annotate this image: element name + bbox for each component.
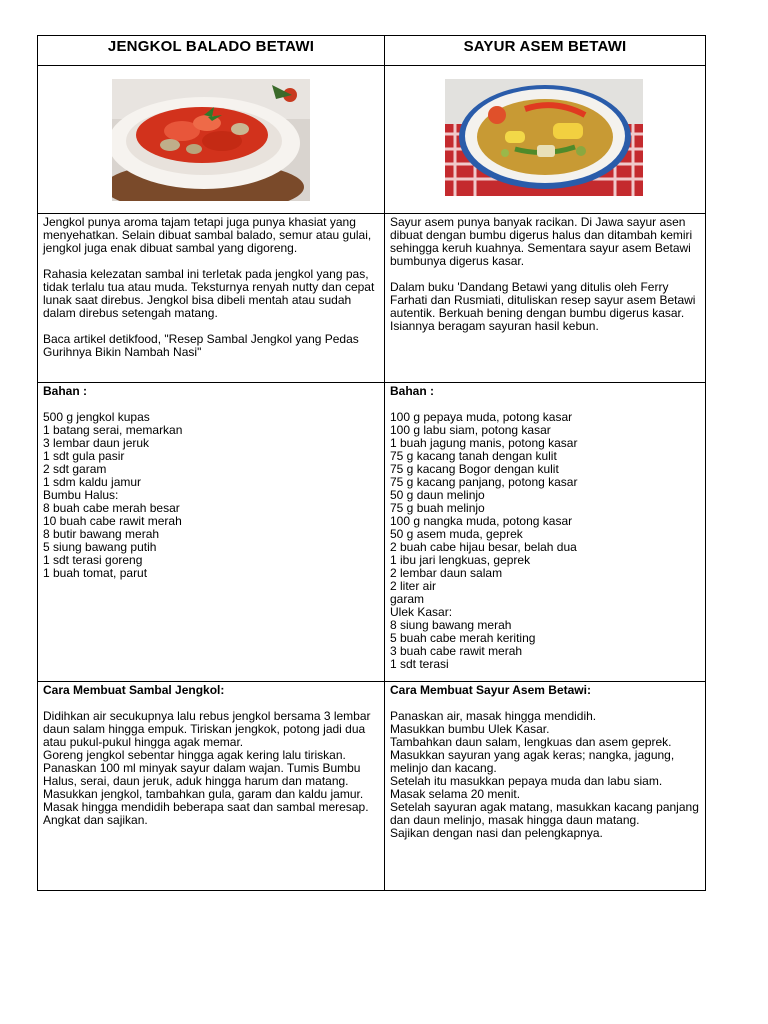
list-item: Panaskan 100 ml minyak sayur dalam wajan. Tumis Bumbu Halus, serai, daun jeruk, aduk hingga harum dan matang. <box>43 761 361 788</box>
list-item: 1 buah tomat, parut <box>43 566 148 580</box>
left-bahan-title: Bahan : <box>43 384 88 398</box>
list-item: 8 siung bawang merah <box>390 618 512 632</box>
right-bahan-title: Bahan : <box>390 384 435 398</box>
list-item: 8 butir bawang merah <box>43 527 160 541</box>
left-cara-title: Cara Membuat Sambal Jengkol: <box>43 683 225 697</box>
list-item: 1 batang serai, memarkan <box>43 423 183 437</box>
list-item: 75 g kacang panjang, potong kasar <box>390 475 578 489</box>
right-cara-list <box>390 710 700 840</box>
list-item: 10 buah cabe rawit merah <box>43 514 182 528</box>
left-bahan-cell <box>38 383 385 682</box>
left-image-cell <box>38 66 385 214</box>
list-item: 100 g nangka muda, potong kasar <box>390 514 573 528</box>
list-item: 3 buah cabe rawit merah <box>390 644 523 658</box>
list-item: 1 buah jagung manis, potong kasar <box>390 436 578 450</box>
list-item: Angkat dan sajikan. <box>43 813 148 827</box>
list-item: Ulek Kasar: <box>390 605 453 619</box>
left-description-p3: Baca artikel detikfood, "Resep Sambal Jengkol yang Pedas Gurihnya Bikin Nambah Nasi" <box>43 332 359 359</box>
left-cara-list <box>43 710 379 827</box>
right-cara-cell <box>385 682 706 891</box>
list-item: 2 buah cabe hijau besar, belah dua <box>390 540 577 554</box>
left-bahan-list <box>43 411 379 580</box>
right-description-p2: Dalam buku 'Dandang Betawi yang ditulis oleh Ferry Farhati dan Rusmiati, dituliskan resep sayur asem Betawi autentik. Berkuah bening dengan bumbu digerus kasar. Isiannya beragam sayuran hasil kebun. <box>390 280 696 333</box>
list-item: Masukkan bumbu Ulek Kasar. <box>390 722 550 736</box>
list-item: 8 buah cabe merah besar <box>43 501 180 515</box>
list-item: 2 lembar daun salam <box>390 566 503 580</box>
list-item: 100 g pepaya muda, potong kasar <box>390 410 573 424</box>
list-item: Bumbu Halus: <box>43 488 119 502</box>
left-title: JENGKOL BALADO BETAWI <box>107 38 315 55</box>
list-item: 75 g buah melinjo <box>390 501 485 515</box>
right-description-p1: Sayur asem punya banyak racikan. Di Jawa sayur asen dibuat dengan bumbu digerus halus dan ditambah kemiri sehingga keruh kuahnya. Sementara sayur asem Betawi bumbunya digerus kasar. <box>390 215 693 268</box>
list-item: Setelah itu masukkan pepaya muda dan labu siam. <box>390 774 663 788</box>
list-item: 1 sdt gula pasir <box>43 449 125 463</box>
list-item: 100 g labu siam, potong kasar <box>390 423 551 437</box>
list-item: 1 sdt terasi goreng <box>43 553 143 567</box>
right-bahan-list <box>390 411 700 671</box>
list-item: 50 g asem muda, geprek <box>390 527 523 541</box>
list-item: 2 liter air <box>390 579 437 593</box>
list-item: 500 g jengkol kupas <box>43 410 150 424</box>
list-item: 75 g kacang Bogor dengan kulit <box>390 462 559 476</box>
right-description-cell <box>385 214 706 383</box>
list-item: 2 sdt garam <box>43 462 107 476</box>
list-item: Setelah sayuran agak matang, masukkan kacang panjang dan daun melinjo, masak hingga daun matang. <box>390 800 699 827</box>
list-item: 1 ibu jari lengkuas, geprek <box>390 553 531 567</box>
list-item: Tambahkan daun salam, lengkuas dan asem geprek. <box>390 735 672 749</box>
right-cara-title: Cara Membuat Sayur Asem Betawi: <box>390 683 591 697</box>
recipe-table <box>37 35 706 891</box>
list-item: Didihkan air secukupnya lalu rebus jengkol bersama 3 lembar daun salam hingga empuk. Tiriskan jengkok, potong jadi dua atau pukul-pukul hingga agak memar. <box>43 709 371 749</box>
list-item: garam <box>390 592 425 606</box>
list-item: Masukkan sayuran yang agak keras; nangka, jagung, melinjo dan kacang. <box>390 748 675 775</box>
list-item: Masukkan jengkol, tambahkan gula, garam dan kaldu jamur. Masak hingga mendidih beberapa saat dan sambal meresap. <box>43 787 369 814</box>
left-header-cell <box>38 36 385 66</box>
list-item: 1 sdm kaldu jamur <box>43 475 142 489</box>
right-bahan-cell <box>385 383 706 682</box>
right-title: SAYUR ASEM BETAWI <box>463 38 627 55</box>
list-item: Goreng jengkol sebentar hingga agak kering lalu tiriskan. <box>43 748 346 762</box>
list-item: 75 g kacang tanah dengan kulit <box>390 449 557 463</box>
left-description-p2: Rahasia kelezatan sambal ini terletak pada jengkol yang pas, tidak terlalu tua atau muda. Teksturnya renyah nutty dan cepat lunak saat direbus. Jengkol bisa dibeli mentah atau sudah dalam direbus setengah matang. <box>43 267 375 320</box>
list-item: Panaskan air, masak hingga mendidih. <box>390 709 597 723</box>
list-item: Sajikan dengan nasi dan pelengkapnya. <box>390 826 603 840</box>
left-cara-cell <box>38 682 385 891</box>
left-description-p1: Jengkol punya aroma tajam tetapi juga punya khasiat yang menyehatkan. Selain dibuat sambal balado, semur atau gulai, jengkol juga enak dibuat sambal yang digoreng. <box>43 215 372 255</box>
sayur-asem-photo <box>445 79 643 196</box>
list-item: Masak selama 20 menit. <box>390 787 521 801</box>
jengkol-balado-photo <box>112 79 310 201</box>
list-item: 1 sdt terasi <box>390 657 449 671</box>
right-image-cell <box>385 66 706 214</box>
right-header-cell <box>385 36 706 66</box>
list-item: 5 siung bawang putih <box>43 540 157 554</box>
left-description-cell <box>38 214 385 383</box>
list-item: 3 lembar daun jeruk <box>43 436 150 450</box>
list-item: 50 g daun melinjo <box>390 488 485 502</box>
list-item: 5 buah cabe merah keriting <box>390 631 536 645</box>
